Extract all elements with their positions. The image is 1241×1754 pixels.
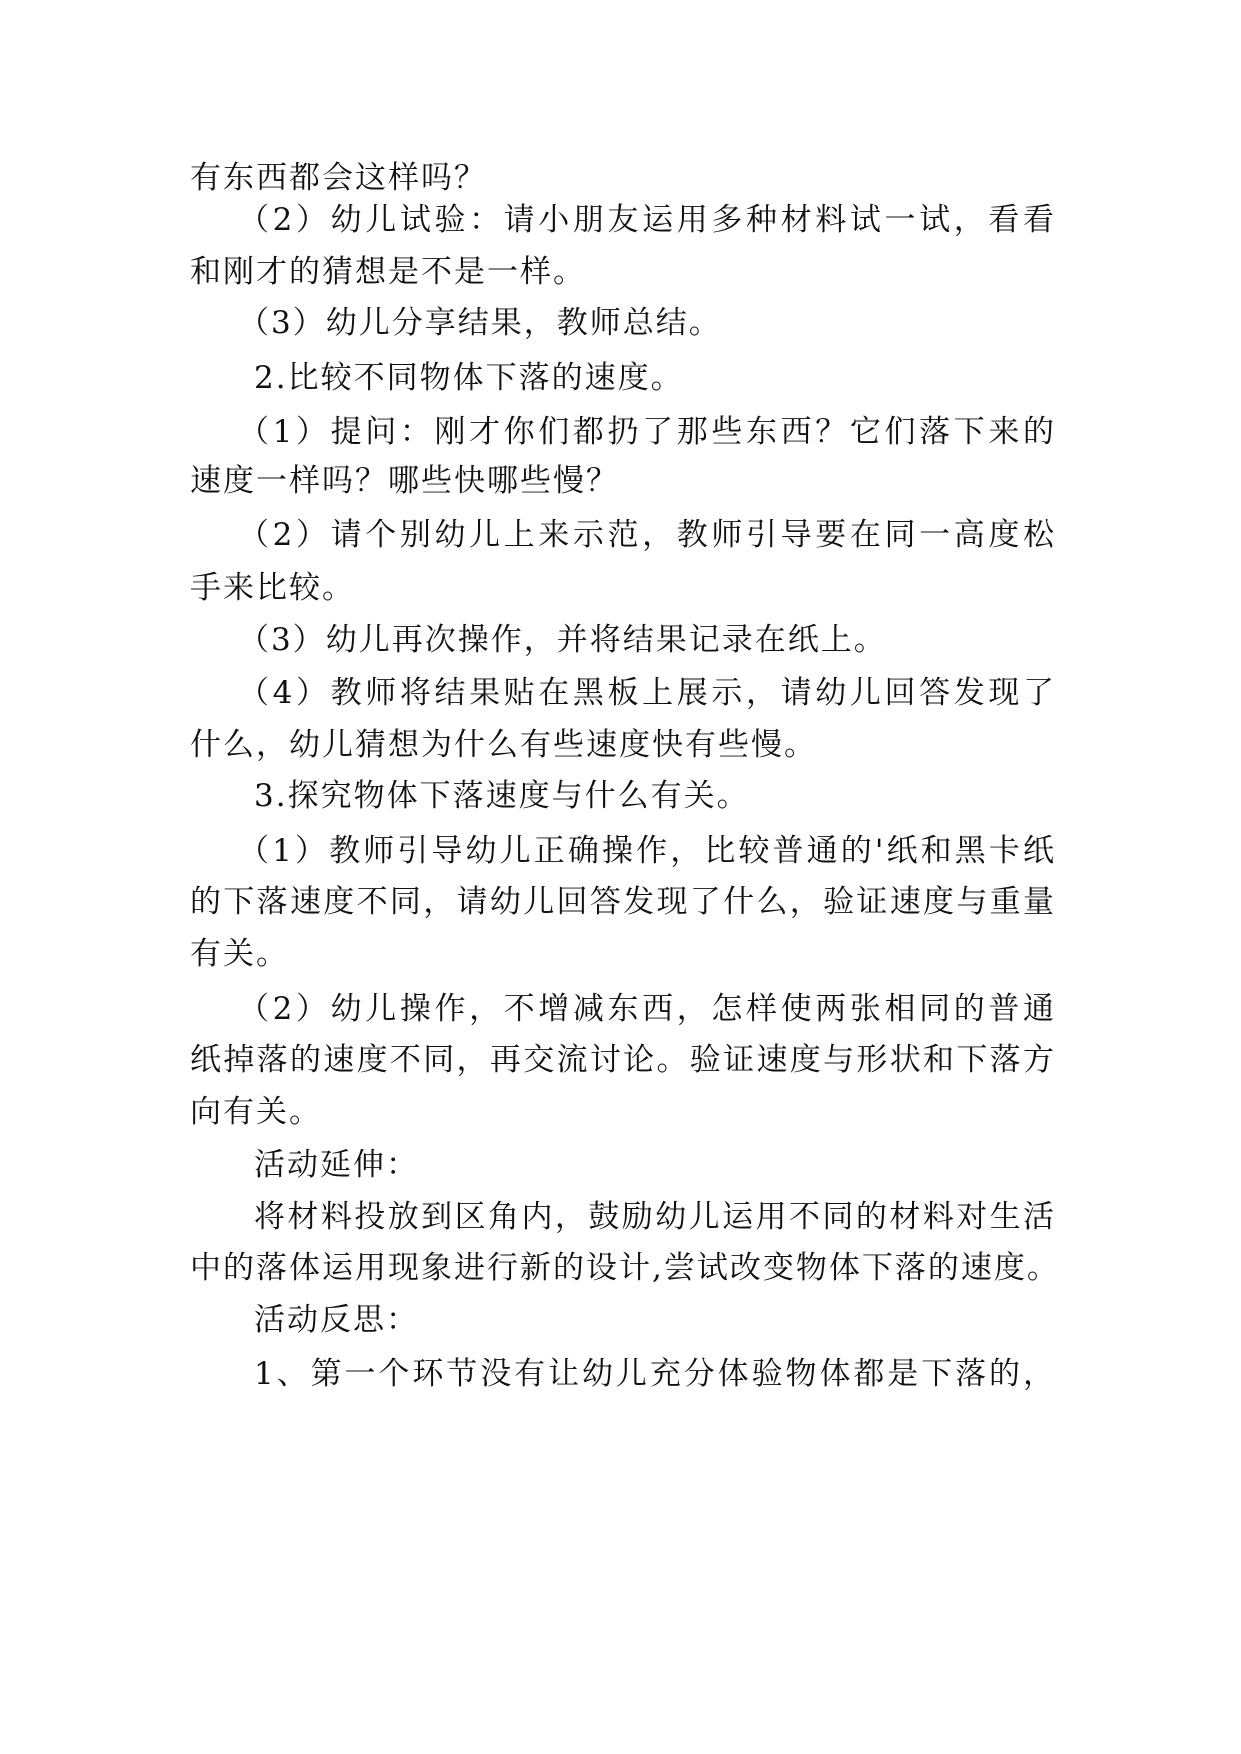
text-line: （2）幼儿操作，不增减东西，怎样使两张相同的普通: [238, 991, 1056, 1027]
text-line: （3）幼儿再次操作，并将结果记录在纸上。: [238, 622, 887, 658]
text-line: （2）幼儿试验：请小朋友运用多种材料试一试，看看: [238, 202, 1056, 238]
text-line: 纸掉落的速度不同，再交流讨论。验证速度与形状和下落方: [190, 1042, 1056, 1078]
text-line: 活动延伸：: [254, 1147, 419, 1183]
text-line: 1、第一个环节没有让幼儿充分体验物体都是下落的，: [254, 1356, 1056, 1392]
text-line: 和刚才的猜想是不是一样。: [190, 254, 586, 290]
text-line: 向有关。: [190, 1094, 322, 1130]
text-line: 有关。: [190, 936, 289, 972]
text-line: 手来比较。: [190, 570, 355, 606]
text-line: 将材料投放到区角内，鼓励幼儿运用不同的材料对生活: [254, 1199, 1056, 1235]
text-line: （2）请个别幼儿上来示范，教师引导要在同一高度松: [238, 517, 1056, 553]
text-line: 的下落速度不同，请幼儿回答发现了什么，验证速度与重量: [190, 884, 1056, 920]
text-line: （3）幼儿分享结果，教师总结。: [238, 305, 722, 341]
text-line: 速度一样吗？哪些快哪些慢？: [190, 463, 619, 499]
text-line: 活动反思：: [254, 1302, 419, 1338]
text-line: 什么，幼儿猜想为什么有些速度快有些慢。: [190, 727, 817, 763]
text-line: 3.探究物体下落速度与什么有关。: [254, 778, 750, 814]
text-line: 有东西都会这样吗？: [190, 160, 487, 196]
text-line: （4）教师将结果贴在黑板上展示，请幼儿回答发现了: [238, 675, 1056, 711]
text-line: 中的落体运用现象进行新的设计,尝试改变物体下落的速度。: [190, 1250, 1060, 1286]
text-line: （1）提问：刚才你们都扔了那些东西？它们落下来的: [238, 414, 1056, 450]
text-line: （1）教师引导幼儿正确操作，比较普通的'纸和黑卡纸: [238, 833, 1056, 869]
text-line: 2.比较不同物体下落的速度。: [254, 360, 684, 396]
